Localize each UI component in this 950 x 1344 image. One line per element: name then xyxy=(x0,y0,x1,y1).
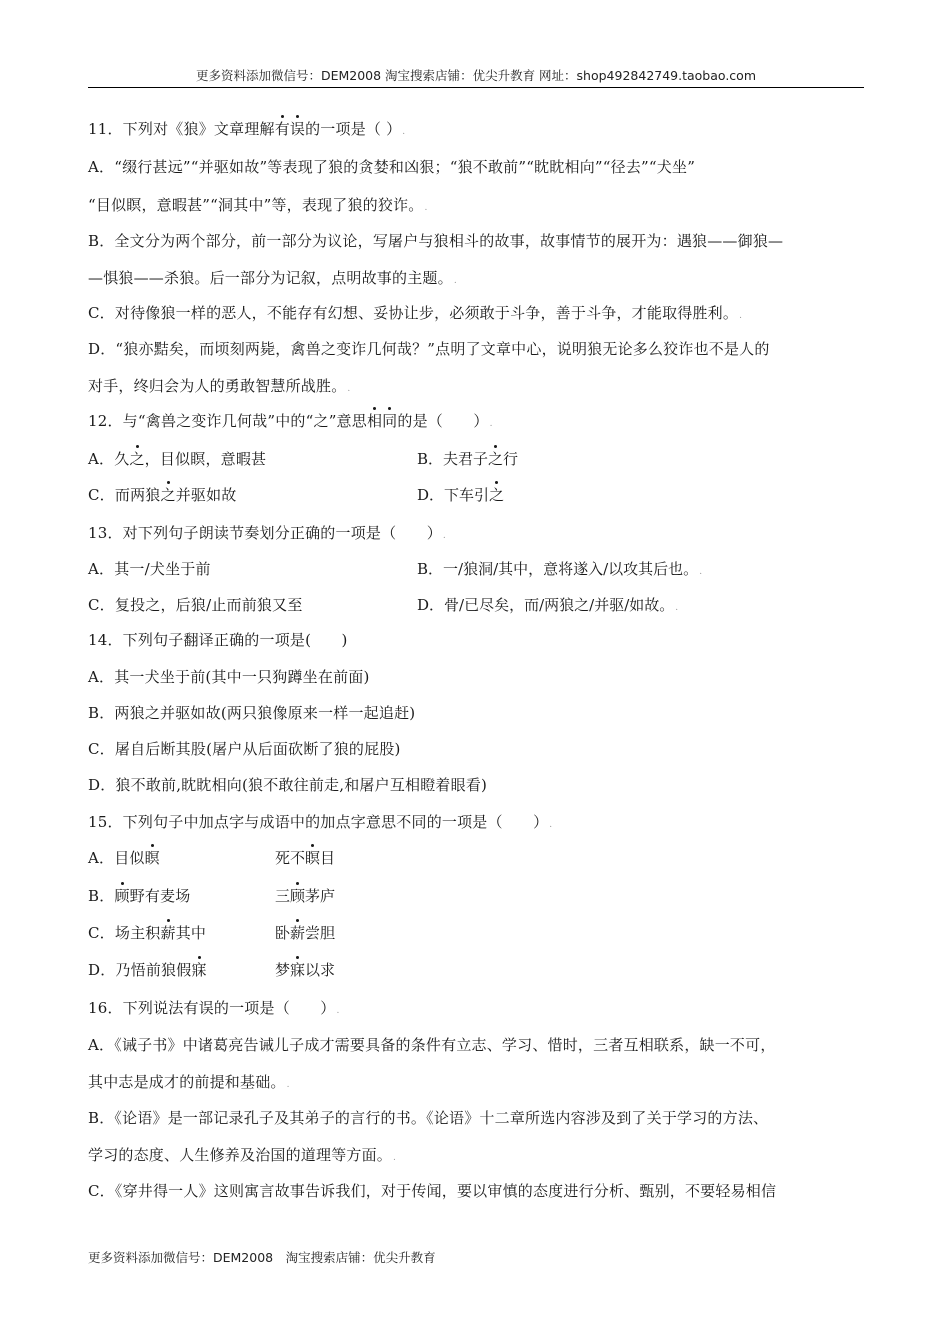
q13-stem: 13．对下列句子朗读节奏划分正确的一项是（ ）. xyxy=(88,524,446,542)
q15-option-a: A．目似瞑 xyxy=(88,849,160,867)
page-header: 更多资料添加微信号：DEM2008 淘宝搜索店铺：优尖升教育 网址：shop492842749.taobao.com xyxy=(195,68,757,83)
q16-option-a-line1: A．《诫子书》中诸葛亮告诫儿子成才需要具备的条件有立志、学习、惜时，三者互相联系，缺一不可， xyxy=(88,1036,776,1054)
q11-option-b-line1: B．全文分为两个部分，前一部分为议论，写屠户与狼相斗的故事，故事情节的展开为：遇狼——御狼— xyxy=(88,232,784,250)
page-footer: 更多资料添加微信号：DEM2008 淘宝搜索店铺：优尖升教育 xyxy=(88,1250,436,1265)
q15-option-d-idiom: 梦寐以求 xyxy=(275,961,336,979)
header-rule xyxy=(88,87,864,88)
q15-option-a-idiom: 死不瞑目 xyxy=(275,849,336,867)
q11-option-a-line1: A．“缀行甚远”“并驱如故”等表现了狼的贪婪和凶狠；“狼不敢前”“眈眈相向”“径去”“犬坐” xyxy=(88,158,696,176)
q15-option-d: D．乃悟前狼假寐 xyxy=(88,961,207,979)
q14-option-c: C．屠自后断其股(屠户从后面砍断了狼的屁股) xyxy=(88,740,401,758)
q14-option-b: B．两狼之并驱如故(两只狼像原来一样一起追赶) xyxy=(88,704,416,722)
q16-option-b-line1: B．《论语》是一部记录孔子及其弟子的言行的书。《论语》十二章所选内容涉及到了关于学习的方法、 xyxy=(88,1109,769,1127)
q15-option-c: C．场主积薪其中 xyxy=(88,924,207,942)
q16-stem: 16．下列说法有误的一项是（ ）. xyxy=(88,999,340,1017)
q16-option-a-line2: 其中志是成才的前提和基础。. xyxy=(88,1073,290,1091)
q13-option-b: B．一/狼洞/其中，意将遂入/以攻其后也。. xyxy=(417,560,703,578)
q13-option-d: D．骨/已尽矣，而/两狼之/并驱/如故。. xyxy=(417,596,679,614)
q13-option-a: A．其一/犬坐于前 xyxy=(88,560,211,578)
q15-option-b: B．顾野有麦场 xyxy=(88,887,191,905)
q12-option-a: A．久之，目似瞑，意暇甚 xyxy=(88,450,267,468)
q11-stem: 11．下列对《狼》文章理解有误的一项是（ ）. xyxy=(88,120,406,138)
q16-option-b-line2: 学习的态度、人生修养及治国的道理等方面。. xyxy=(88,1146,397,1164)
q12-stem: 12．与“禽兽之变诈几何哉”中的“之”意思相同的是（ ）. xyxy=(88,412,493,430)
q15-option-c-idiom: 卧薪尝胆 xyxy=(275,924,336,942)
q15-stem: 15．下列句子中加点字与成语中的加点字意思不同的一项是（ ）. xyxy=(88,813,553,831)
q11-option-c: C．对待像狼一样的恶人，不能存有幻想、妥协让步，必须敢于斗争，善于斗争，才能取得胜利。. xyxy=(88,304,743,322)
q11-option-b-line2: —惧狼——杀狼。后一部分为记叙，点明故事的主题。. xyxy=(88,269,457,287)
q11-option-d-line1: D．“狼亦黠矣，而顷刻两毙，禽兽之变诈几何哉？”点明了文章中心，说明狼无论多么狡诈也不是人的 xyxy=(88,340,770,358)
q16-option-c-line1: C．《穿井得一人》这则寓言故事告诉我们，对于传闻，要以审慎的态度进行分析、甄别，不要轻易相信 xyxy=(88,1182,777,1200)
q15-option-b-idiom: 三顾茅庐 xyxy=(275,887,336,905)
q14-option-a: A．其一犬坐于前(其中一只狗蹲坐在前面) xyxy=(88,668,370,686)
q12-option-d: D．下车引之 xyxy=(417,486,505,504)
q14-stem: 14．下列句子翻译正确的一项是( ) xyxy=(88,631,348,649)
q12-option-b: B．夫君子之行 xyxy=(417,450,519,468)
q11-option-a-line2: “目似瞑，意暇甚”“洞其中”等，表现了狼的狡诈。. xyxy=(88,196,428,214)
q13-option-c: C．复投之，后狼/止而前狼又至 xyxy=(88,596,303,614)
q14-option-d: D．狼不敢前,眈眈相向(狼不敢往前走,和屠户互相瞪着眼看) xyxy=(88,776,488,794)
q11-option-d-line2: 对手，终归会为人的勇敢智慧所战胜。. xyxy=(88,377,351,395)
q12-option-c: C．而两狼之并驱如故 xyxy=(88,486,237,504)
